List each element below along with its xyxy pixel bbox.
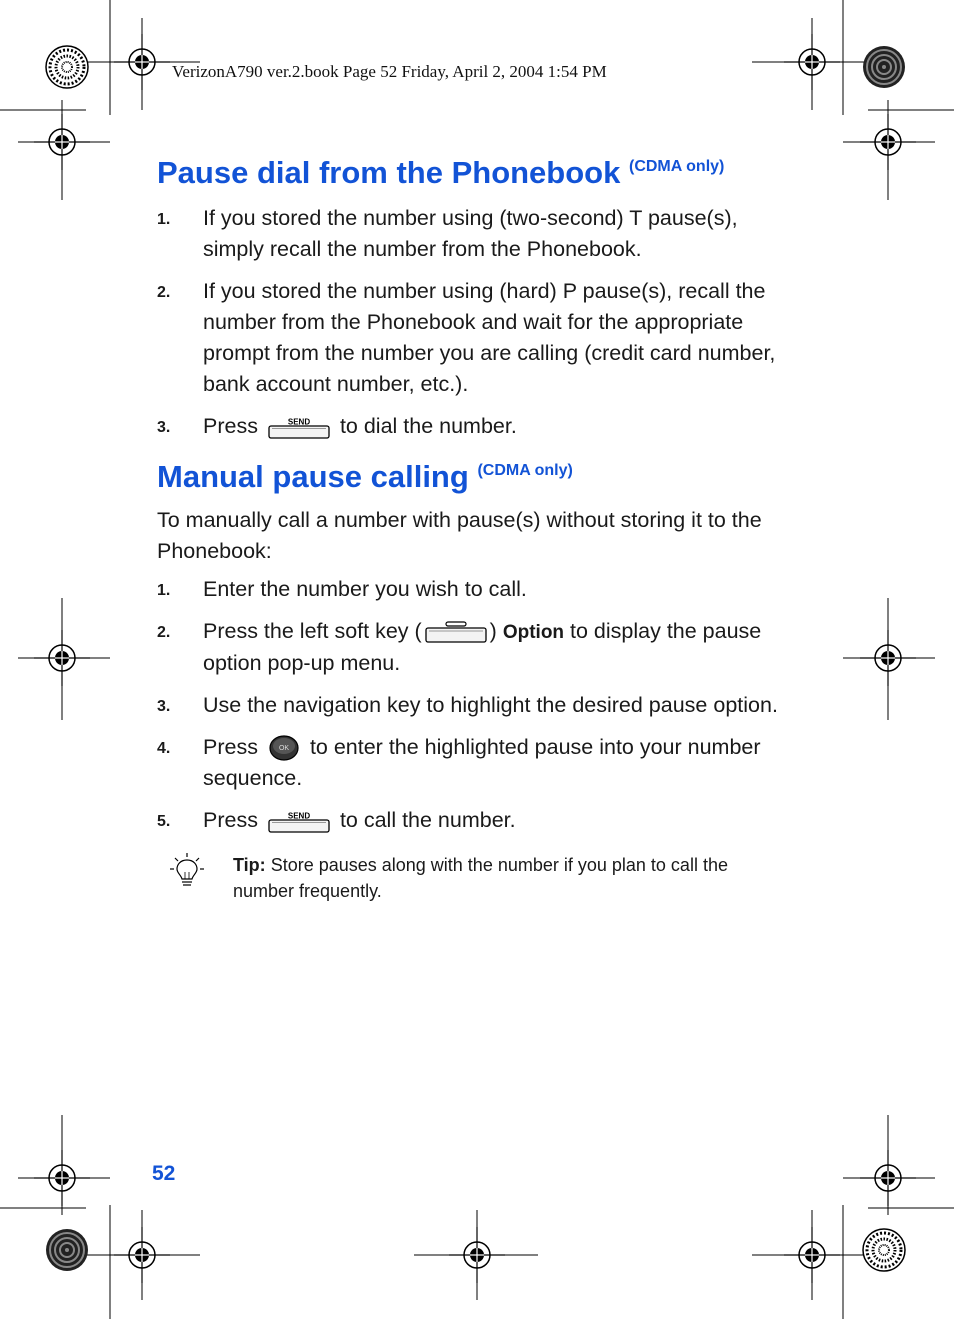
ok-key-icon (268, 734, 300, 762)
step-text: Use the navigation key to highlight the desired pause option. (203, 693, 778, 717)
send-key-label: SEND (287, 811, 311, 821)
step-number: 5. (157, 813, 171, 830)
step-number: 3. (157, 698, 171, 715)
list-item (157, 203, 787, 265)
step-text: to display the pause option pop-up menu. (203, 619, 762, 675)
list-item (157, 574, 787, 605)
list-item (157, 616, 787, 679)
step-text: to call the number. (339, 808, 516, 832)
tip-box (157, 852, 787, 904)
step-number: 1. (157, 582, 171, 599)
section-title-manual-pause (157, 452, 787, 496)
step-text: Press (203, 808, 258, 832)
ok-key-label: OK (278, 745, 290, 752)
step-number: 3. (157, 419, 171, 436)
tip-text: Store pauses along with the number if you plan to call the number frequently. (233, 855, 728, 901)
pause-dial-steps (157, 203, 787, 442)
list-item (157, 805, 787, 836)
send-key-icon (268, 811, 330, 833)
section-title-text: Pause dial from the Phonebook (157, 155, 621, 190)
step-text: to dial the number. (339, 414, 517, 438)
step-text: Press (203, 735, 258, 759)
step-number: 2. (157, 624, 171, 641)
list-item (157, 690, 787, 721)
book-info-header: VerizonA790 ver.2.book Page 52 Friday, April 2, 2004 1:54 PM (172, 62, 607, 81)
section-title-pause-dial (157, 148, 787, 192)
step-text: Press (203, 414, 258, 438)
section-title-text: Manual pause calling (157, 459, 469, 494)
step-number: 2. (157, 284, 171, 301)
left-soft-key-icon (424, 620, 488, 644)
option-label: Option (502, 622, 565, 643)
step-text: Enter the number you wish to call. (203, 577, 527, 601)
step-text: If you stored the number using (hard) P pause(s), recall the number from the Phonebook and wait for the appropriate prompt from the number you are calling (credit card number, bank account number, etc.). (203, 279, 776, 396)
step-text: Press the left soft key ( (203, 619, 422, 643)
page-number: 52 (152, 1162, 176, 1185)
page-content (157, 148, 787, 904)
tip-label: Tip: (233, 855, 266, 875)
step-number: 1. (157, 211, 171, 228)
send-key-label: SEND (287, 417, 311, 427)
step-text: If you stored the number using (two-second) T pause(s), simply recall the number from the Phonebook. (203, 206, 738, 261)
send-key-icon (268, 417, 330, 439)
list-item (157, 276, 787, 400)
cdma-note: (CDMA only) (477, 462, 573, 479)
step-text: to enter the highlighted pause into your number sequence. (203, 735, 761, 790)
section-intro: To manually call a number with pause(s) without storing it to the Phonebook: (157, 508, 762, 563)
lightbulb-icon (169, 852, 205, 892)
step-text: ) (489, 619, 497, 643)
cdma-note: (CDMA only) (628, 158, 725, 175)
manual-pause-steps (157, 574, 787, 836)
list-item (157, 411, 787, 442)
step-number: 4. (157, 740, 171, 757)
list-item (157, 732, 787, 794)
